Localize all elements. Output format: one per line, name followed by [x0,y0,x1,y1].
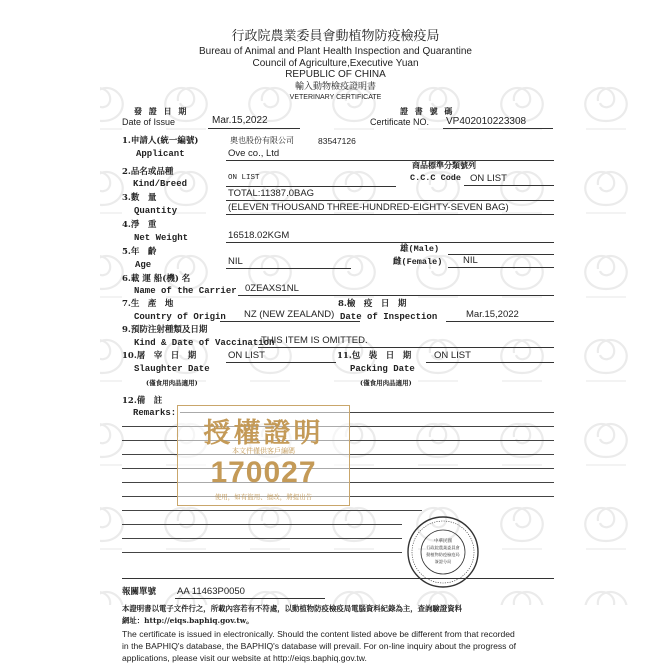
applicant-label-en: Applicant [136,149,185,159]
net-weight-label-en: Net Weight [134,233,189,243]
report-number-value: AA 11463P0050 [177,586,245,597]
packing-label-zh: 11.包 裝 日 期 [337,351,412,361]
inspection-label-en: Date of Inspection [340,312,438,322]
certificate-number-label-zh: 證 書 號 碼 [400,106,455,116]
footer-zh-line1: 本證明書以電子文件行之，所載內容若有不符處，以動植物防疫檢疫局電腦資料紀錄為主，查詢驗證資料 [122,604,462,613]
applicant-label-zh: 1.申請人(統一編號) [122,136,199,146]
footer-zh-line2: 網址：http://eiqs.baphiq.gov.tw。 [122,616,254,625]
applicant-name-zh: 奧也股份有限公司 [230,136,294,145]
age-label-zh: 5.年 齡 [122,247,157,257]
inspection-value: Mar.15,2022 [466,309,519,320]
report-number-label: 報關單號 [122,587,157,597]
age-label-en: Age [135,260,152,270]
applicant-id: 83547126 [318,136,356,146]
agency-name-zh: 行政院農業委員會動植物防疫檢疫局 [231,29,440,44]
issue-date-value: Mar.15,2022 [212,115,268,126]
kind-value: ON LIST [228,174,260,182]
svg-text:簽證分局: 簽證分局 [434,559,452,564]
vaccination-label-zh: 9.預防注射種類及日期 [122,325,208,335]
footer-en-line2: in the BAPHIQ's database, the BAPHIQ's database will prevail. For on-line inquiry about the progress of [122,641,517,651]
packing-label-en: Packing Date [350,364,415,374]
net-weight-label-zh: 4.淨 重 [122,220,157,230]
ccc-label-en: C.C.C Code [410,173,462,183]
carrier-label-en: Name of the Carrier [134,286,237,296]
certificate-number-value: VP402010223308 [446,116,527,127]
svg-text:中華民國: 中華民國 [434,539,452,544]
slaughter-value: ON LIST [228,350,265,361]
footer-en-line1: The certificate is issued in electronically. Should the content listed above be different from that recorded [122,629,515,639]
ccc-value: ON LIST [470,173,507,184]
council-name-en: Council of Agriculture,Executive Yuan [252,58,419,69]
kind-label-zh: 2.品名或品種 [122,167,174,177]
quantity-label-en: Quantity [134,206,178,216]
packing-note: (僅食用肉品適用) [360,379,412,387]
origin-label-zh: 7.生 產 地 [122,299,174,309]
quantity-label-zh: 3.數 量 [122,193,157,203]
packing-value: ON LIST [434,350,471,361]
net-weight-value: 16518.02KGM [228,230,290,241]
vaccination-label-en: Kind & Date of Vaccination [134,338,275,348]
stamp-number: 170027 [210,456,317,489]
certificate-number-label-en: Certificate NO. [370,117,430,127]
remarks-label-zh: 12.備 註 [122,396,163,406]
certificate-title-en: VETERINARY CERTIFICATE [289,94,382,101]
carrier-value: 0ZEAXS1NL [245,283,299,294]
inspection-label-zh: 8.檢 疫 日 期 [338,299,407,309]
applicant-name-en: Ove co., Ltd [228,148,280,159]
stamp-title: 授權證明 [203,418,324,448]
origin-label-en: Country of Origin [134,312,226,322]
country-name-en: REPUBLIC OF CHINA [285,69,386,80]
authorization-stamp [177,405,350,506]
vaccination-value: THIS ITEM IS OMITTED. [261,335,368,346]
slaughter-label-zh: 10.屠 宰 日 期 [122,351,197,361]
svg-text:動植物防疫檢疫局: 動植物防疫檢疫局 [426,552,460,557]
svg-text:行政院農業委員會: 行政院農業委員會 [426,545,460,550]
issue-date-label-en: Date of Issue [122,117,176,127]
quantity-words: (ELEVEN THOUSAND THREE-HUNDRED-EIGHTY-SEVEN BAG) [228,202,509,213]
certificate-title-zh: 輸入動物檢疫證明書 [294,82,376,92]
issue-date-label-zh: 發 證 日 期 [134,106,189,116]
stamp-warning: 使用，如有盜用、擅改，將提出告 [214,494,313,501]
female-label: 雌(Female) [393,257,443,267]
stamp-subtitle: 本文件僅供客戶編碼 [232,448,295,455]
age-value: NIL [228,256,243,267]
quantity-value: TOTAL:11387.0BAG [228,188,315,199]
slaughter-label-en: Slaughter Date [134,364,210,374]
male-label: 雄(Male) [400,244,440,254]
origin-value: NZ (NEW ZEALAND) [244,309,335,320]
remarks-label-en: Remarks: [133,408,177,418]
footer-en-line3: applications, please visit our website at http://eiqs.baphiq.gov.tw. [122,653,367,663]
agency-name-en: Bureau of Animal and Plant Health Inspection and Quarantine [199,46,472,57]
female-value: NIL [463,255,478,266]
kind-label-en: Kind/Breed [133,179,188,189]
ccc-label-zh: 商品標準分類號列 [412,160,476,170]
carrier-label-zh: 6.載 運 船(機) 名 [122,274,191,284]
slaughter-note: (僅食用肉品適用) [146,379,198,387]
